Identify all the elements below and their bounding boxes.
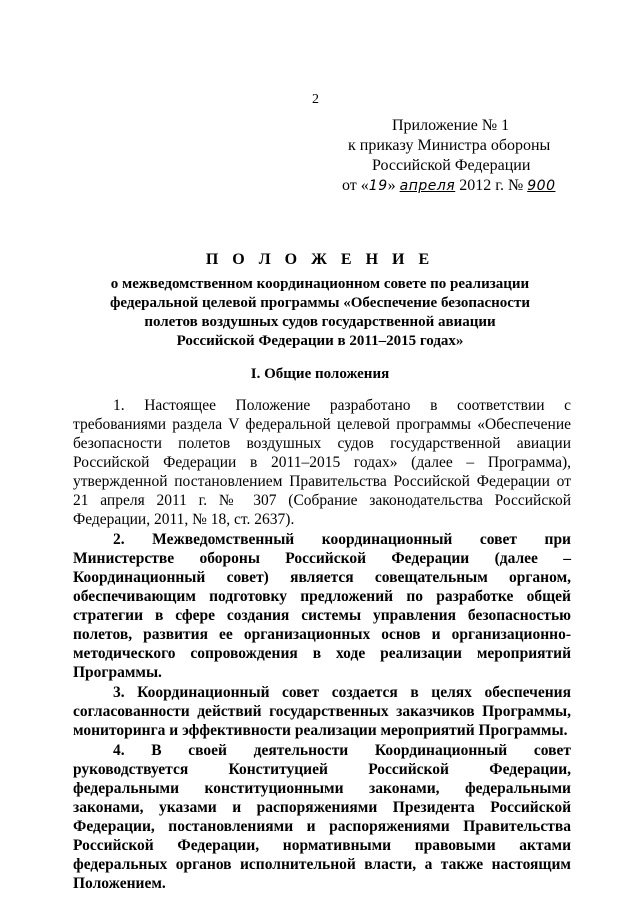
year-text: 2012 г. № (455, 177, 528, 194)
appendix-date-line (340, 176, 590, 196)
handwritten-month: апреля (399, 178, 456, 194)
heading-title: П О Л О Ж Е Н И Е (205, 251, 435, 268)
handwritten-day: 19 (368, 178, 388, 194)
heading-line-3: полетов воздушных судов государственной авиации (144, 314, 496, 330)
paragraph-1: 1. Настоящее Положение разработано в соответствии с требованиями раздела V федеральной целевой программы «Обеспечение безопасности полетов воздушных судов государственной авиации Российской Федерации в 2011–2015 годах» (далее – Программа), утвержденной постановлением Правительства Российской Федерации от 21 апреля 2011 г. № 307 (Собрание законодательства Российской Федерации, 2011, № 18, ст. 2637). (73, 397, 571, 528)
document-body (73, 396, 571, 894)
page-number: 2 (312, 92, 319, 107)
paragraph-3: 3. Координационный совет создается в целях обеспечения согласованности действий государственных заказчиков Программы, мониторинга и эффективности реализации мероприятий Программы. (73, 684, 571, 739)
paragraph-4: 4. В своей деятельности Координационный совет руководствуется Конституцией Российской Федерации, федеральными конституционными законами, федеральными законами, указами и распоряжениями Президента Российской Федерации, постановлениями и распоряжениями Правительства Российской Федерации, нормативными правовыми актами федеральных органов исполнительной власти, а также настоящим Положением. (73, 742, 571, 892)
date-prefix: от « (342, 177, 369, 194)
appendix-order-line: к приказу Министра обороны (348, 137, 551, 154)
appendix-block (340, 116, 590, 196)
heading-line-2: федеральной целевой программы «Обеспечение безопасности (110, 295, 530, 311)
appendix-country-line: Российской Федерации (372, 157, 531, 174)
appendix-title: Приложение № 1 (392, 117, 510, 134)
heading-line-1: о межведомственном координационном совете по реализации (110, 276, 530, 292)
date-mid: » (387, 177, 396, 194)
heading-line-4: Российской Федерации в 2011–2015 годах» (176, 333, 464, 349)
document-heading (60, 250, 580, 351)
paragraph-2: 2. Межведомственный координационный совет при Министерстве обороны Российской Федерации (далее – Координационный совет) является совещательным органом, обеспечивающим подготовку предложений по разработке общей стратегии в сфере создания системы управления безопасностью полетов, развития ее организационных основ и организационно-методического сопровождения в ходе реализации мероприятий Программы. (73, 531, 571, 681)
section-title: I. Общие положения (250, 366, 390, 382)
handwritten-order-number: 900 (527, 178, 556, 194)
